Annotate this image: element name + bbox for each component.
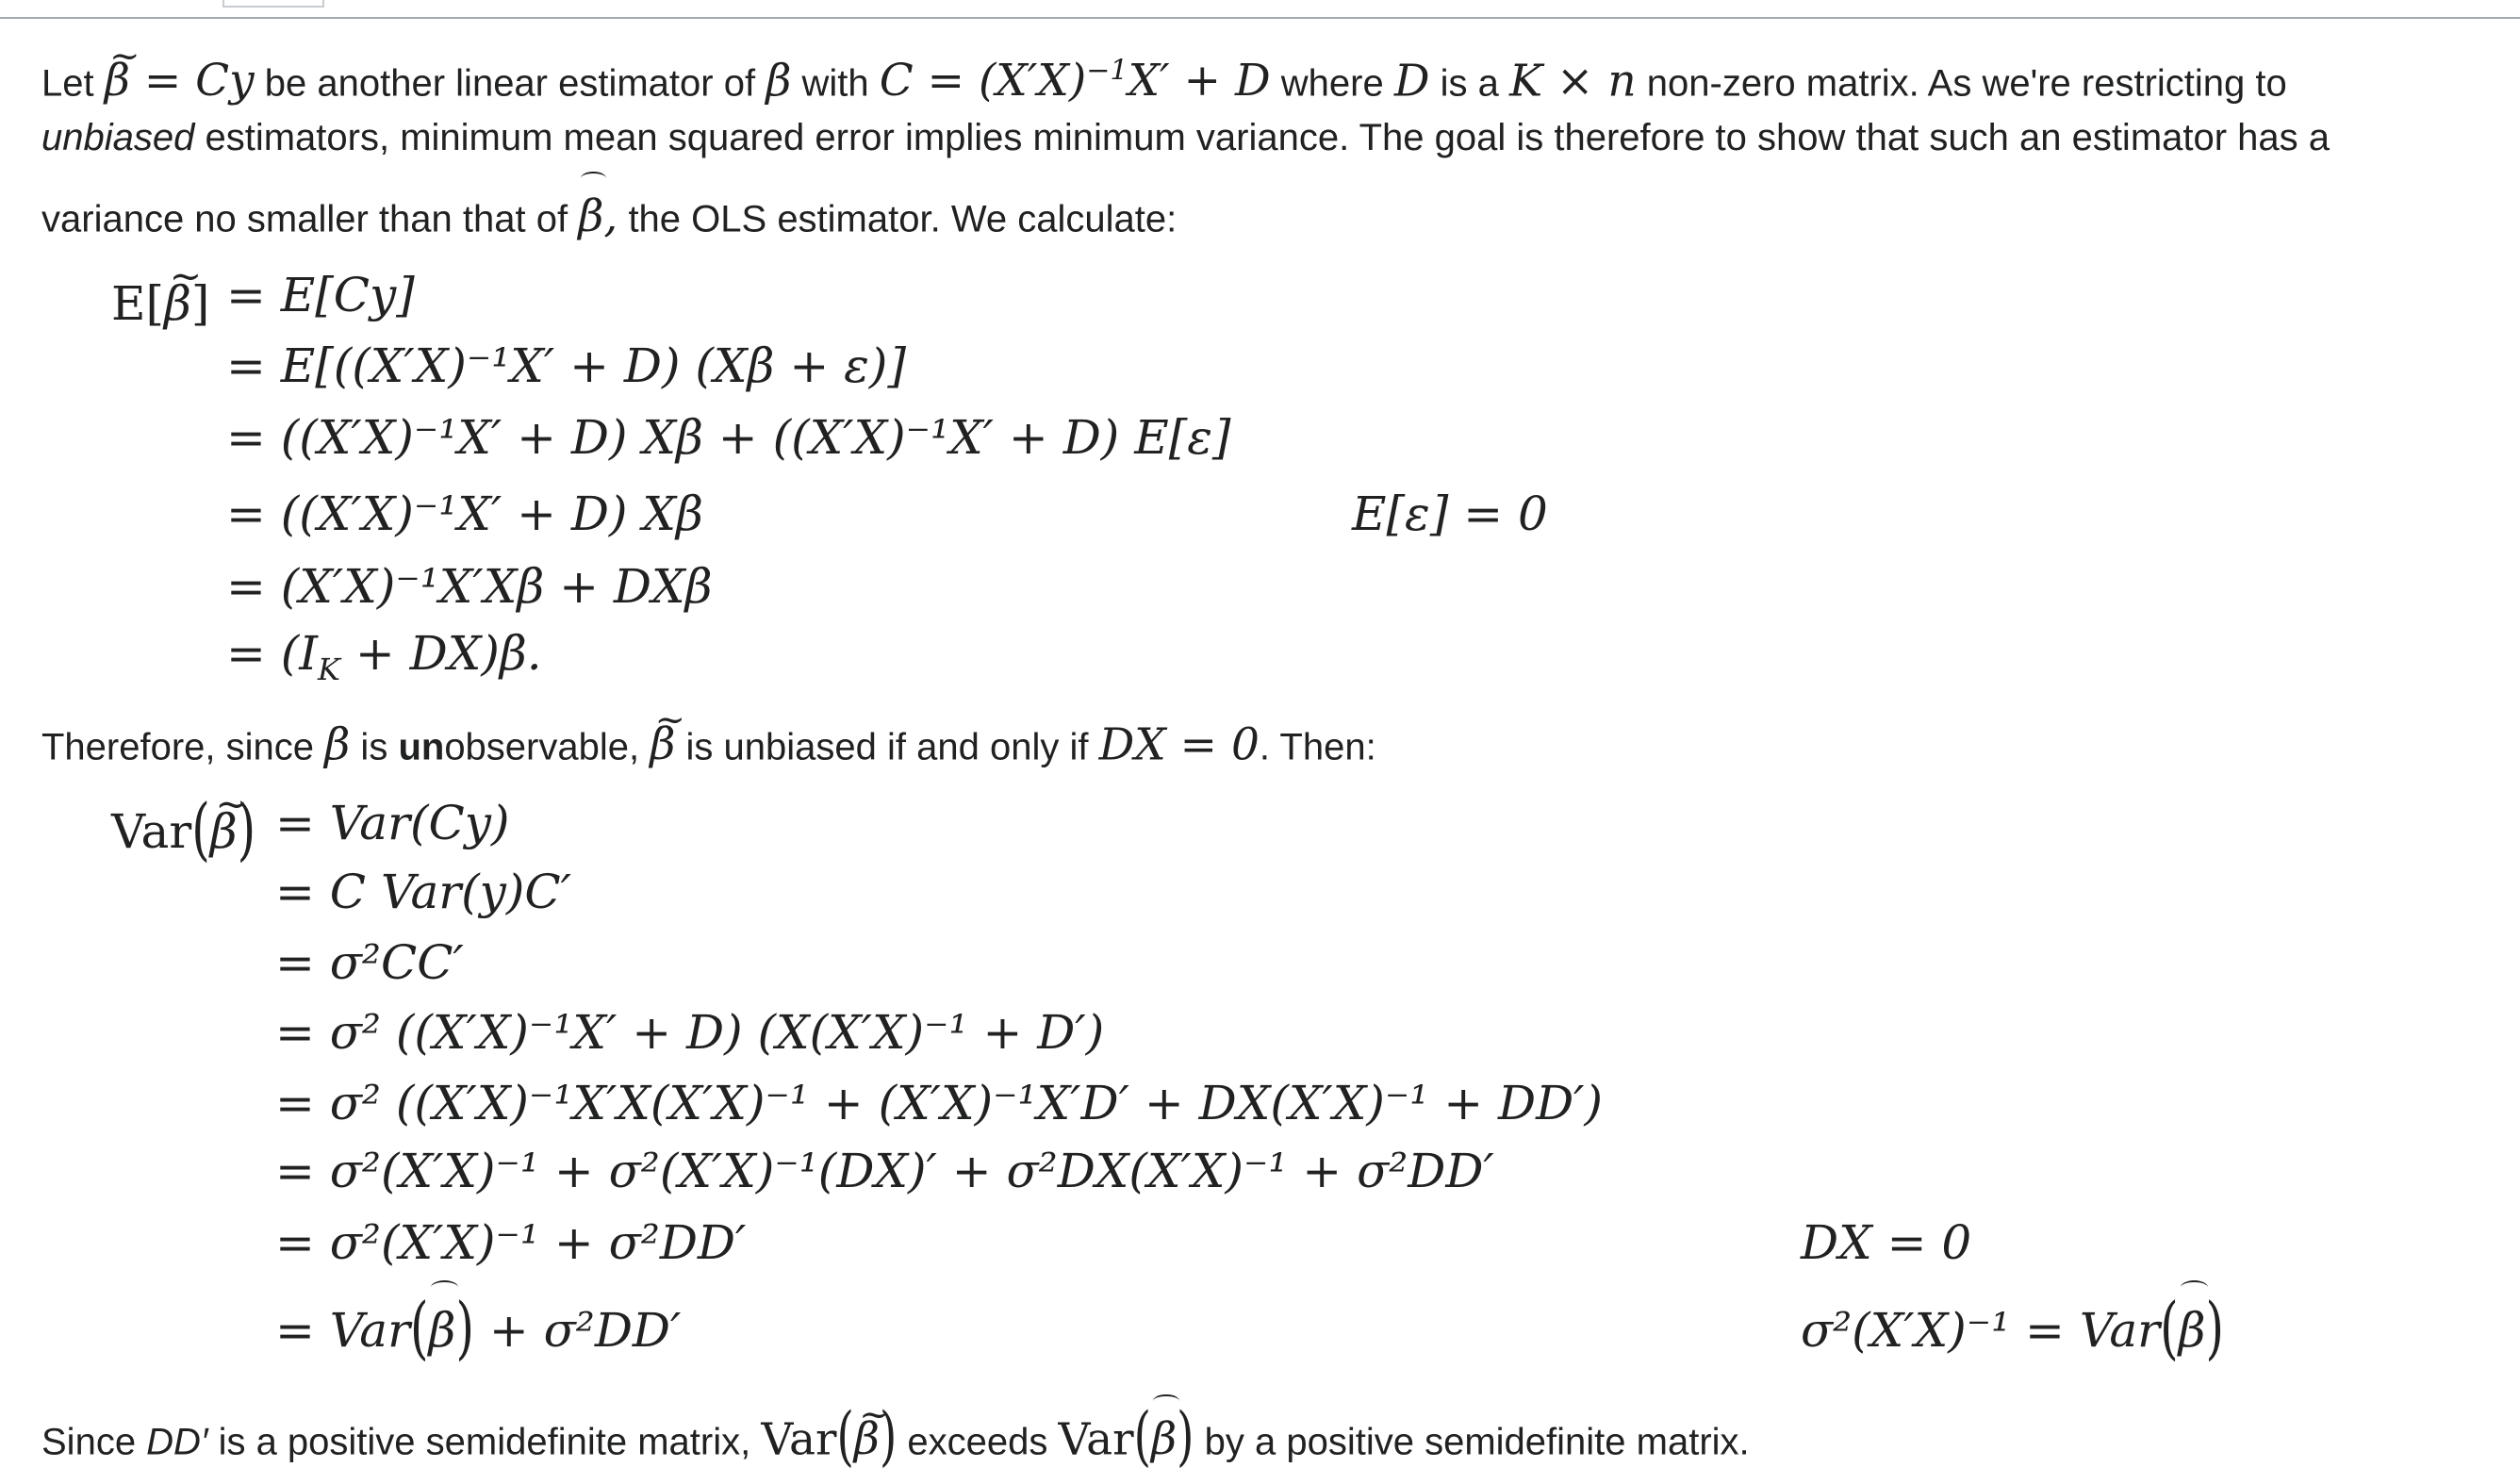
conclusion-paragraph: Since DD′ is a positive semidefinite matrix, Var(~ β) exceeds Var(β) by a positive semidefinite matrix. (41, 1400, 1750, 1474)
variance-line-4: = σ² ((X′X)⁻¹X′ + D) (X(X′X)⁻¹ + D′) (275, 1005, 1105, 1060)
variance-line-2: = C Var(y)C′ (275, 865, 572, 919)
variance-line-5: = σ² ((X′X)⁻¹X′X(X′X)⁻¹ + (X′X)⁻¹X′D′ + DX(X′X)⁻¹ + DD′) (275, 1076, 1604, 1130)
intro-paragraph-line-1: Let ~ β = Cy be another linear estimator of β with $C = (X'X)^{-1}X' + D$ where D is a K × n non-zero matrix. As we're restricting to (41, 41, 2287, 115)
variance-line-8: = Var(β) + σ²DD′ (275, 1286, 681, 1366)
section-divider (0, 17, 2520, 19)
variance-line-7: = σ²(X′X)⁻¹ + σ²DD′ (275, 1215, 747, 1270)
variance-line-1: = Var(Cy) (275, 796, 510, 850)
expectation-lhs: E[~ β] (111, 259, 209, 339)
expectation-line-5: = (X′X)⁻¹X′Xβ + DXβ (226, 559, 713, 614)
unbiasedness-paragraph: Therefore, since β is unobservable, ~ β is unbiased if and only if DX = 0. Then: (41, 705, 1376, 779)
expectation-line-1: = E[Cy] (226, 268, 415, 322)
expectation-line-3: = ((X′X)⁻¹X′ + D) Xβ + ((X′X)⁻¹X′ + D) E[ε] (226, 410, 1231, 465)
intro-paragraph-line-3: variance no smaller than that of β, the OLS estimator. We calculate: (41, 177, 1177, 251)
intro-paragraph-line-2: unbiased estimators, minimum mean squared error implies minimum variance. The goal is therefore to show that such an estimator has a (41, 117, 2331, 158)
variance-line-6: = σ²(X′X)⁻¹ + σ²(X′X)⁻¹(DX)′ + σ²DX(X′X)⁻¹ + σ²DD′ (275, 1144, 1494, 1198)
expectation-note: E[ε] = 0 (1352, 486, 1548, 541)
variance-line-3: = σ²CC′ (275, 935, 464, 990)
variance-lhs: Var(~ β) (111, 787, 255, 867)
expectation-line-6: = $(I_K + DX)\beta$. (226, 626, 542, 687)
expectation-line-2: = E[((X′X)⁻¹X′ + D) (Xβ + ε)] (226, 338, 906, 393)
variance-note-dx-zero: DX = 0 (1801, 1215, 1972, 1270)
variance-note-ols-variance: σ²(X′X)⁻¹ = Var(β) (1801, 1286, 2224, 1366)
expectation-line-4: = ((X′X)⁻¹X′ + D) Xβ (226, 486, 703, 541)
cropped-edit-link-box (222, 0, 324, 8)
